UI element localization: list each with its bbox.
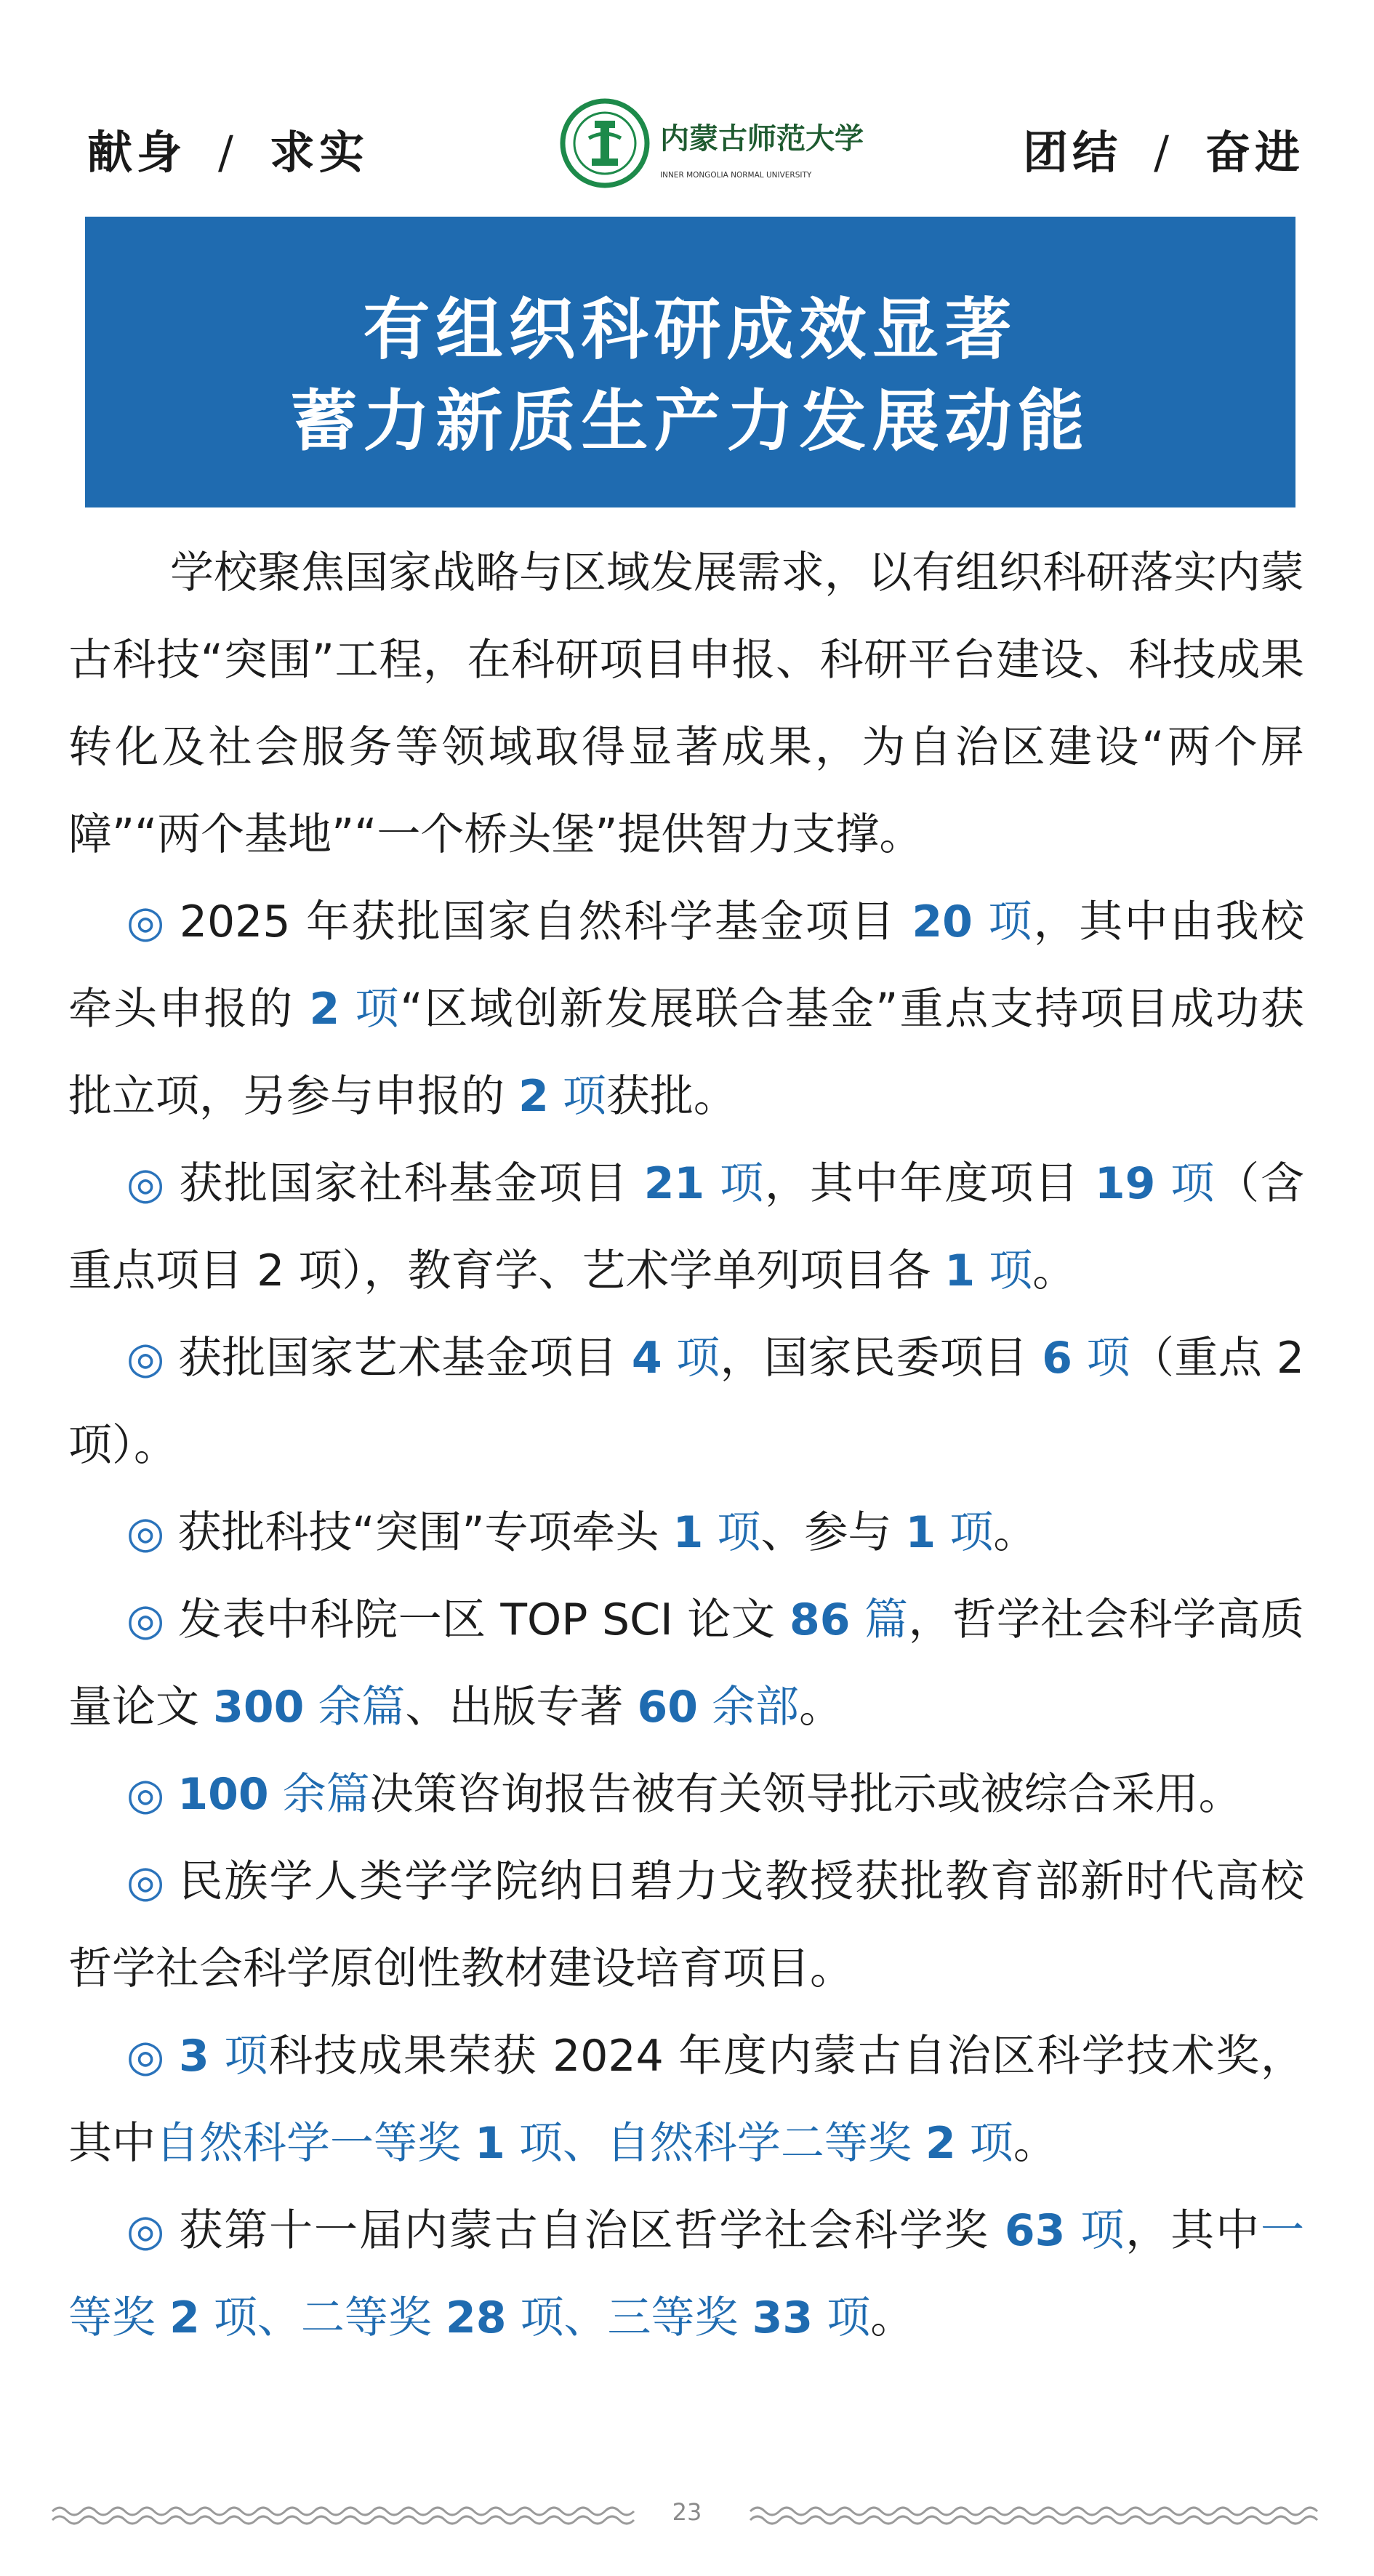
highlight-unit: 项: [936, 1507, 994, 1558]
item-text: 、出版专著: [405, 1682, 638, 1733]
achievement-item: [68, 1140, 1304, 1315]
highlight-unit: 项: [209, 2031, 269, 2082]
university-logo: [560, 96, 864, 190]
logo-name-en: INNER MONGOLIA NORMAL UNIVERSITY: [660, 171, 812, 180]
bullet-icon: ◎: [126, 2205, 166, 2256]
highlight-number: 100: [177, 1769, 269, 1820]
highlight-number: 60: [637, 1682, 698, 1733]
highlight-unit: 一等奖: [68, 2205, 1305, 2343]
highlight-number: 21: [643, 1158, 705, 1209]
item-text: 发表中科院一区 TOP SCI 论文: [177, 1594, 790, 1645]
highlight-unit: 篇: [850, 1594, 909, 1645]
bullet-icon: ◎: [126, 1594, 165, 1645]
highlight-number: 63: [1004, 2205, 1066, 2256]
highlight-unit: 项: [972, 896, 1034, 947]
item-text: ，国家民委项目: [720, 1333, 1042, 1384]
article-body: [68, 529, 1304, 2362]
highlight-number: 20: [912, 896, 973, 947]
motto-separator: /: [218, 126, 238, 179]
highlight-number: 4: [631, 1333, 662, 1384]
intro-paragraph: 学校聚焦国家战略与区域发展需求，以有组织科研落实内蒙古科技“突围”工程，在科研项目申报、科研平台建设、科技成果转化及社会服务等领域取得显著成果，为自治区建设“两个屏障”“两个基地”“一个桥头堡”提供智力支撑。: [68, 547, 1304, 860]
motto-separator-right: /: [1154, 126, 1173, 179]
achievement-item: [68, 2187, 1304, 2362]
item-text: 民族学人类学学院纳日碧力戈教授获批教育部新时代高校哲学社会科学原创性教材建设培育项目。: [68, 1856, 1304, 1994]
highlight-unit: 项: [548, 1071, 606, 1122]
item-text: 。: [993, 1507, 1037, 1558]
item-text: （重点 2 项）。: [68, 1333, 1305, 1471]
item-text: “区域创新发展联合基金”重点支持项目成功获批立项，另参与申报的: [68, 984, 1304, 1122]
item-text: 获批国家社科基金项目: [179, 1158, 644, 1209]
achievement-list: [68, 878, 1304, 2362]
highlight-number: 33: [752, 2292, 813, 2343]
highlight-unit: 项: [662, 1333, 720, 1384]
achievement-item: [68, 1838, 1304, 2013]
highlight-unit: 余部: [697, 1682, 800, 1733]
item-text: 获批国家艺术基金项目: [177, 1333, 632, 1384]
achievement-item: [68, 878, 1304, 1140]
motto-right: [1023, 116, 1304, 181]
highlight-unit: 项: [975, 1245, 1033, 1296]
item-text: ，其中由我校牵头申报的: [68, 896, 1305, 1035]
motto-left-2: 求实: [269, 126, 369, 179]
bullet-icon: ◎: [126, 1856, 166, 1907]
bullet-icon: ◎: [126, 1507, 165, 1558]
highlight-unit: 项: [813, 2292, 871, 2343]
item-text: ，其中年度项目: [764, 1158, 1095, 1209]
item-text: 获批科技“突围”专项牵头: [177, 1507, 673, 1558]
motto-right-1: 团结: [1023, 126, 1122, 179]
logo-name-zh: 内蒙古师范大学: [660, 121, 864, 156]
highlight-unit: 项、二等奖: [199, 2292, 446, 2343]
item-text: ，其中: [1125, 2205, 1261, 2256]
highlight-number: 19: [1094, 1158, 1156, 1209]
item-text: 获批。: [606, 1071, 737, 1122]
highlight-unit: 项、自然科学二等奖: [505, 2118, 925, 2169]
highlight-unit: 项、三等奖: [506, 2292, 752, 2343]
item-text: 决策咨询报告被有关领导批示或被综合采用。: [369, 1769, 1242, 1820]
title-line-1: 有组织科研成效显著: [363, 290, 1018, 369]
highlight-number: 2: [169, 2292, 200, 2343]
highlight-unit: 自然科学一等奖: [156, 2118, 475, 2169]
highlight-number: 1: [475, 2118, 505, 2169]
bullet-icon: ◎: [126, 1333, 165, 1384]
motto-left-1: 献身: [87, 126, 187, 179]
highlight-number: 2: [925, 2118, 956, 2169]
achievement-item: [68, 1576, 1304, 1751]
item-text: 科技成果荣获 2024 年度内蒙古自治区科学技术奖，其中: [68, 2031, 1304, 2169]
item-text: 2025 年获批国家自然科学基金项目: [179, 896, 912, 947]
highlight-number: 1: [944, 1245, 976, 1296]
highlight-number: 2: [518, 1071, 549, 1122]
highlight-unit: 余篇: [304, 1682, 406, 1733]
highlight-unit: 项: [1155, 1158, 1216, 1209]
highlight-unit: 项: [955, 2118, 1013, 2169]
highlight-number: 1: [672, 1507, 704, 1558]
motto-left: [87, 116, 369, 181]
title-line-2: 蓄力新质生产力发展动能: [290, 382, 1090, 460]
bullet-icon: ◎: [126, 896, 166, 947]
highlight-number: 6: [1042, 1333, 1072, 1384]
university-seal-icon: [560, 96, 864, 190]
highlight-number: 1: [905, 1507, 936, 1558]
highlight-number: 2: [309, 984, 340, 1035]
page-number: 23: [672, 2498, 702, 2526]
achievement-item: [68, 1751, 1304, 1838]
highlight-unit: 项: [1072, 1333, 1130, 1384]
bullet-icon: ◎: [126, 1769, 165, 1820]
achievement-item: [68, 1489, 1304, 1576]
highlight-unit: 项: [340, 984, 401, 1035]
achievement-item: [68, 2013, 1304, 2187]
highlight-unit: 项: [704, 1158, 765, 1209]
bullet-icon: ◎: [126, 1158, 166, 1209]
highlight-number: 3: [178, 2031, 209, 2082]
highlight-unit: 项: [703, 1507, 761, 1558]
highlight-number: 300: [213, 1682, 305, 1733]
highlight-number: 86: [790, 1594, 851, 1645]
achievement-item: [68, 1315, 1304, 1489]
item-text: 。: [870, 2292, 915, 2343]
item-text: 获第十一届内蒙古自治区哲学社会科学奖: [179, 2205, 1005, 2256]
item-text: （含重点项目 2 项），教育学、艺术学单列项目各: [68, 1158, 1305, 1296]
highlight-unit: 项: [1065, 2205, 1126, 2256]
item-text: 。: [799, 1682, 843, 1733]
highlight-unit: 余篇: [268, 1769, 370, 1820]
title-banner: [85, 217, 1295, 507]
bullet-icon: ◎: [126, 2031, 166, 2082]
item-text: 、参与: [760, 1507, 906, 1558]
highlight-number: 28: [445, 2292, 507, 2343]
item-text: 。: [1032, 1245, 1077, 1296]
item-text: ，哲学社会科学高质量论文: [68, 1594, 1305, 1733]
item-text: 。: [1013, 2118, 1057, 2169]
motto-right-2: 奋进: [1205, 126, 1304, 179]
